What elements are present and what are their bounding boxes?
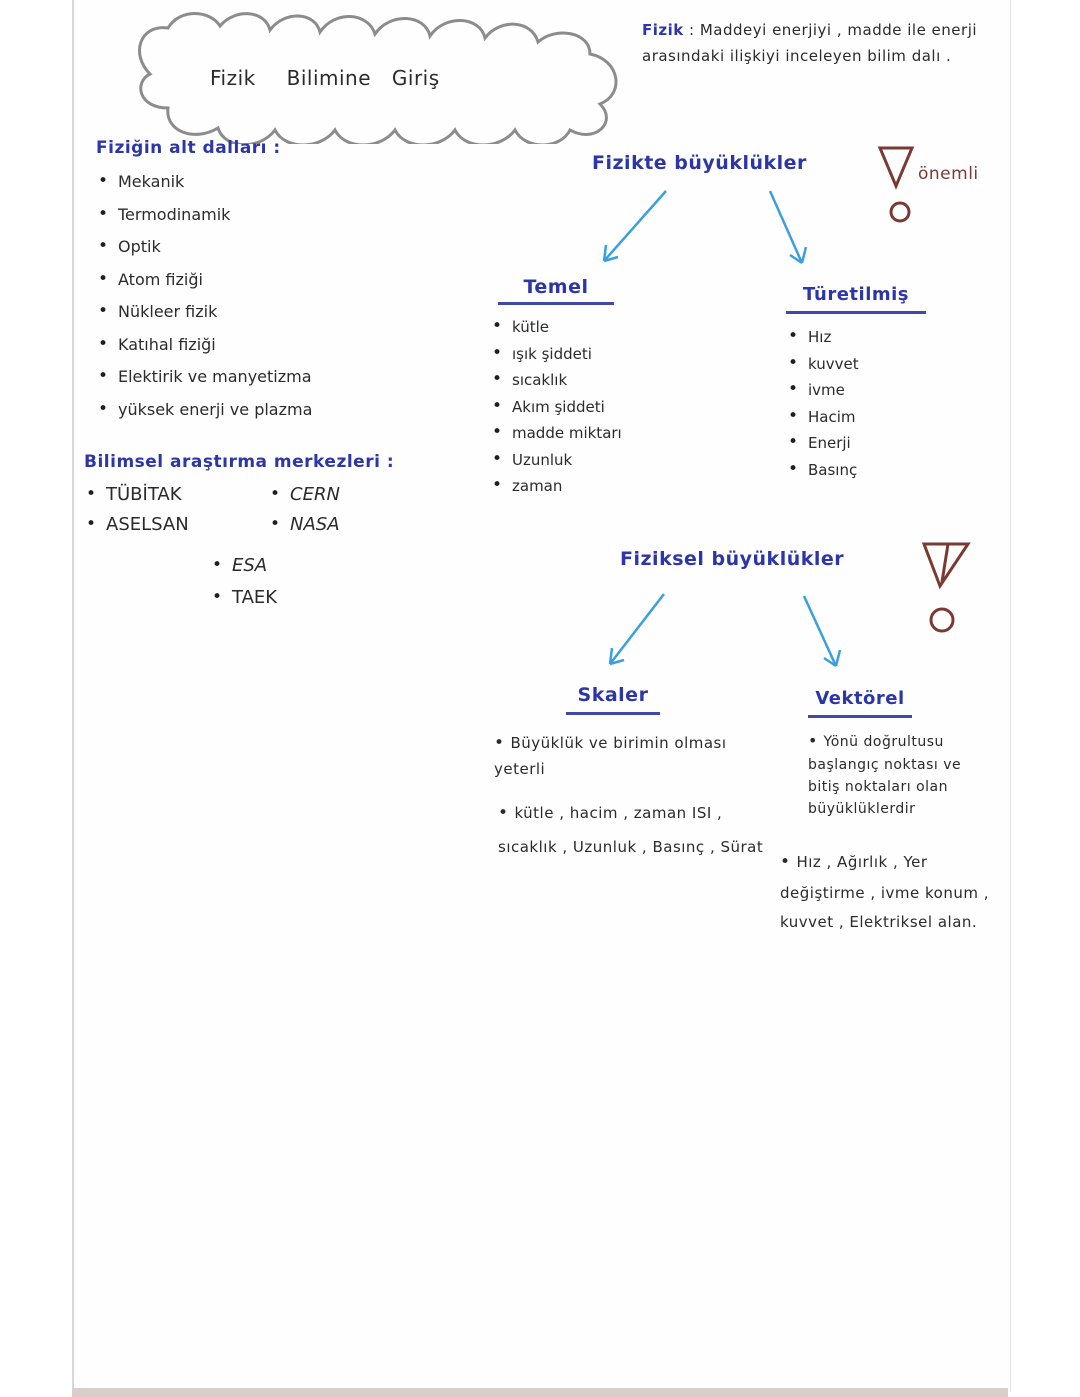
basic-item: • Akım şiddeti <box>490 394 622 421</box>
derived-item: • Basınç <box>786 457 859 484</box>
scalar-note-1: • Büyüklük ve birimin olması yeterli <box>494 733 727 779</box>
vector-note-2: • Hız , Ağırlık , Yer değiştirme , ivme konum , kuvvet , Elektriksel alan. <box>780 852 989 932</box>
branch-item: • Nükleer fizik <box>96 296 312 329</box>
derived-list <box>786 324 859 483</box>
vector-note-1-text: Yönü doğrultusu başlangıç noktası ve bitiş noktaları olan büyüklüklerdir <box>808 734 962 818</box>
basic-item: • zaman <box>490 473 622 500</box>
important-note: önemli <box>918 164 979 184</box>
scalar-note-2: • kütle , hacim , zaman ISI , sıcaklık , Uzunluk , Basınç , Sürat <box>498 803 764 856</box>
warning-sign-icon <box>876 140 916 225</box>
quantities-heading: Fizikte büyüklükler <box>592 152 807 174</box>
scalar-label <box>566 684 660 715</box>
branches-heading: Fiziğin alt dalları : <box>96 138 281 158</box>
scalar-underline <box>566 712 660 715</box>
arrow-left-icon <box>604 191 666 261</box>
scalar-note-1-text: Büyüklük ve birimin olması yeterli <box>494 734 727 779</box>
physical-heading: Fiziksel büyüklükler <box>620 548 845 570</box>
derived-item: • Hacim <box>786 404 859 431</box>
page-title <box>210 66 440 90</box>
institution-item: • ASELSAN <box>84 510 189 540</box>
basic-underline <box>498 302 614 305</box>
derived-label-text: Türetilmiş <box>802 284 910 305</box>
basic-item: • madde miktarı <box>490 420 622 447</box>
title-word-2: Bilimine <box>286 66 372 90</box>
institution-item: • ESA <box>210 550 277 582</box>
title-word-3: Giriş <box>391 66 440 90</box>
branch-item: • yüksek enerji ve plazma <box>96 394 312 427</box>
vector-label-text: Vektörel <box>815 688 905 709</box>
vector-underline <box>808 715 912 718</box>
warning-sign-2-icon <box>918 534 978 638</box>
branch-item: • Mekanik <box>96 166 312 199</box>
institution-item: • NASA <box>268 510 340 540</box>
scalar-label-text: Skaler <box>577 684 649 706</box>
basic-item: • kütle <box>490 314 622 341</box>
basic-label <box>498 276 614 309</box>
definition-text: : Maddeyi enerjiyi , madde ile enerji arasındaki ilişkiyi inceleyen bilim dalı . <box>642 21 978 65</box>
branch-item: • Atom fiziği <box>96 264 312 297</box>
vector-note-2-text: Hız , Ağırlık , Yer değiştirme , ivme konum , kuvvet , Elektriksel alan. <box>780 853 989 932</box>
institution-item: • TAEK <box>210 582 277 614</box>
scalar-note-2-text: kütle , hacim , zaman ISI , sıcaklık , Uzunluk , Basınç , Sürat <box>498 804 764 856</box>
institution-item: • TÜBİTAK <box>84 480 189 510</box>
institutions-col-3 <box>210 550 277 614</box>
derived-underline <box>786 311 926 314</box>
branch-item: • Elektirik ve manyetizma <box>96 361 312 394</box>
institutions-col-1 <box>84 480 189 540</box>
arrow-right-icon <box>770 191 802 263</box>
physical-arrows <box>600 590 850 675</box>
title-word-1: Fizik <box>210 66 256 90</box>
institutions-heading: Bilimsel araştırma merkezleri : <box>84 452 395 472</box>
branches-list <box>96 166 312 426</box>
derived-label <box>786 284 926 314</box>
institutions-col-2 <box>268 480 340 540</box>
vector-label <box>808 688 912 718</box>
basic-item: • Uzunluk <box>490 447 622 474</box>
vector-note-1: • Yönü doğrultusu başlangıç noktası ve bitiş noktaları olan büyüklüklerdir <box>808 731 962 818</box>
derived-item: • kuvvet <box>786 351 859 378</box>
arrow-right-icon <box>804 596 836 666</box>
page-edge <box>72 1388 1008 1397</box>
derived-item: • Hız <box>786 324 859 351</box>
definition <box>642 18 1002 69</box>
derived-item: • Enerji <box>786 430 859 457</box>
branch-item: • Optik <box>96 231 312 264</box>
basic-item: • ışık şiddeti <box>490 341 622 368</box>
branch-item: • Katıhal fiziği <box>96 329 312 362</box>
arrow-left-icon <box>610 594 664 664</box>
definition-term: Fizik <box>642 21 684 39</box>
basic-list <box>490 314 622 500</box>
quantities-arrows <box>590 185 830 275</box>
basic-label-text: Temel <box>523 276 589 298</box>
institution-item: • CERN <box>268 480 340 510</box>
basic-item: • sıcaklık <box>490 367 622 394</box>
derived-item: • ivme <box>786 377 859 404</box>
branch-item: • Termodinamik <box>96 199 312 232</box>
